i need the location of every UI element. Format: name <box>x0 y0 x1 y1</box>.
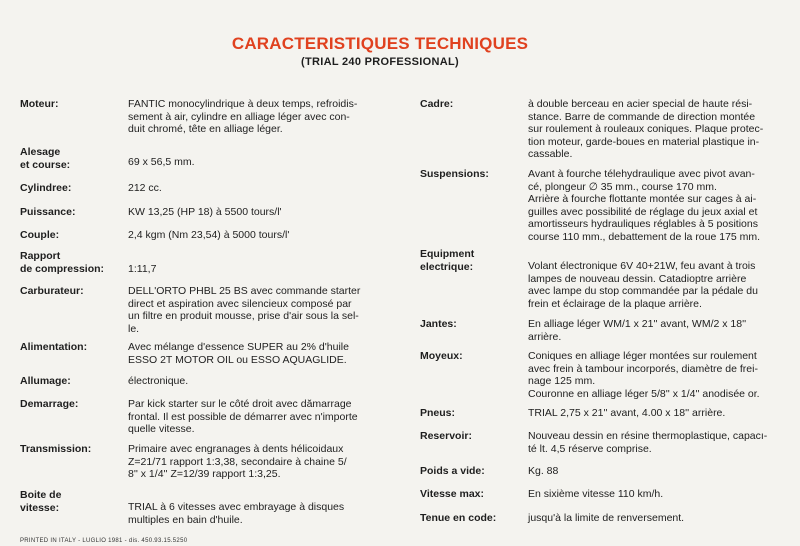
spec-value-line: direct et aspiration avec silencieux composé par <box>128 297 352 310</box>
spec-label-line: Cadre: <box>420 98 454 110</box>
spec-label <box>20 285 84 298</box>
spec-value-line: guilles avec possibilité de réglage du jeux axial et <box>528 205 758 218</box>
spec-label <box>20 489 61 514</box>
spec-value <box>528 260 758 310</box>
spec-value <box>128 182 162 195</box>
spec-value-line: té lt. 4,5 réserve comprise. <box>528 442 652 455</box>
spec-label <box>420 168 489 181</box>
spec-value-line: Nouveau dessin en résine thermoplastique, capacı- <box>528 430 768 442</box>
spec-value-line: 1:11,7 <box>128 263 157 275</box>
spec-label-line: Alimentation: <box>20 341 88 353</box>
spec-label-line: electrique: <box>420 260 474 273</box>
spec-label-line: Suspensions: <box>420 168 489 180</box>
spec-value-line: frein et éclairage de la plaque arrière. <box>528 297 702 310</box>
spec-value-line: sur roulement à rouleaux coniques. Plaque protec- <box>528 123 764 135</box>
spec-value <box>528 350 760 400</box>
page-subtitle: (TRIAL 240 PROFESSIONAL) <box>301 56 459 68</box>
spec-value-line: 2,4 kgm (Nm 23,54) à 5000 tours/l' <box>128 229 290 241</box>
spec-label-line: Moyeux: <box>420 350 463 362</box>
spec-value-line: arrière. <box>528 330 562 343</box>
spec-value-line: Primaire avec engranages à dents hélicoidaux <box>128 443 344 455</box>
spec-label <box>20 341 87 354</box>
spec-label-line: Allumage: <box>20 375 71 387</box>
spec-value-line: DELL'ORTO PHBL 25 BS avec commande starter <box>128 285 361 297</box>
spec-label-line: Alesage <box>20 146 61 158</box>
spec-value-line: nage 125 mm. <box>528 375 596 387</box>
spec-label <box>20 229 59 242</box>
spec-label-line: Puissance: <box>20 206 76 218</box>
spec-label-line: Cylindree: <box>20 182 72 194</box>
spec-label-line: Rapport <box>20 250 61 262</box>
spec-value <box>128 156 195 169</box>
spec-value <box>128 206 282 219</box>
spec-label <box>20 182 71 195</box>
spec-value-line: TRIAL 2,75 x 21'' avant, 4.00 x 18'' arrière. <box>528 407 726 419</box>
spec-value-line: jusqu'à la limite de renversement. <box>528 512 685 524</box>
spec-value <box>528 512 684 525</box>
spec-value <box>528 318 746 343</box>
spec-value-line: stance. Barre de commande de direction montée <box>528 110 756 123</box>
spec-label <box>420 465 485 478</box>
spec-value-line: 8'' x 1/4'' Z=12/39 rapport 1:3,25. <box>128 468 281 480</box>
spec-value-line: En sixième vitesse 110 km/h. <box>528 488 664 500</box>
spec-value-line: KW 13,25 (HP 18) à 5500 tours/l' <box>128 206 282 218</box>
spec-value-line: 212 cc. <box>128 182 162 194</box>
spec-value-line: Couronne en alliage léger 5/8'' x 1/4'' anodisée or. <box>528 387 760 400</box>
spec-value <box>128 501 344 526</box>
spec-value-line: quelle vitesse. <box>128 423 195 435</box>
spec-value-line: électronique. <box>128 375 189 387</box>
spec-value-line: le. <box>128 322 140 335</box>
spec-label-line: de compression: <box>20 262 105 275</box>
spec-value-line: amortisseurs hydrauliques réglables à 5 positions <box>528 218 758 230</box>
spec-label-line: vitesse: <box>20 501 60 514</box>
spec-label-line: Demarrage: <box>20 398 79 410</box>
spec-value-line: Kg. 88 <box>528 465 559 477</box>
spec-value-line: 69 x 56,5 mm. <box>128 156 195 168</box>
spec-label-line: Moteur: <box>20 98 59 110</box>
spec-label <box>420 430 472 443</box>
spec-label-line: Boite de <box>20 489 62 501</box>
spec-label <box>420 248 474 273</box>
spec-value-line: Arrière à fourche flottante montée sur cages à ai- <box>528 193 757 205</box>
spec-label <box>20 443 91 456</box>
spec-label <box>20 146 70 171</box>
spec-label-line: Carburateur: <box>20 285 84 297</box>
spec-value-line: tion moteur, garde-boues en material plastique in- <box>528 135 760 148</box>
spec-value-line: FANTIC monocylindrique à deux temps, refroidis- <box>128 98 358 110</box>
spec-label <box>20 206 75 219</box>
spec-label <box>20 398 78 411</box>
spec-value-line: Coniques en alliage léger montées sur roulement <box>528 350 757 362</box>
spec-value <box>528 98 763 161</box>
spec-value-line: Par kick starter sur le côté droit avec dămarrage <box>128 398 352 410</box>
spec-value-line: Avant à fourche télehydraulique avec pivot avan- <box>528 168 755 180</box>
spec-value <box>128 98 357 136</box>
spec-value <box>128 443 347 481</box>
spec-label <box>420 350 463 363</box>
spec-value <box>128 229 289 242</box>
spec-value-line: Volant électronique 6V 40+21W, feu avant à trois <box>528 260 756 272</box>
spec-value-line: Avec mélange d'essence SUPER au 2% d'huile <box>128 341 349 353</box>
spec-label-line: Pneus: <box>420 407 456 419</box>
spec-value <box>528 168 760 243</box>
spec-label-line: Poids a vide: <box>420 465 485 477</box>
spec-label-line: Jantes: <box>420 318 457 330</box>
spec-label <box>420 488 484 501</box>
spec-value-line: cé, plongeur ∅ 35 mm., course 170 mm. <box>528 180 717 193</box>
spec-value-line: avec lampe du stop commandée par la pédale du <box>528 285 758 297</box>
spec-value-line: à double berceau en acier special de haute rési- <box>528 98 753 110</box>
page-title: CARACTERISTIQUES TECHNIQUES <box>231 34 529 53</box>
spec-value <box>128 341 349 366</box>
spec-value <box>528 430 767 455</box>
spec-value-line: frontal. Il est possible de démarrer avec n'importe <box>128 410 358 423</box>
spec-value-line: cassable. <box>528 148 573 160</box>
spec-label-line: Equipment <box>420 248 475 260</box>
spec-label-line: Couple: <box>20 229 60 241</box>
spec-label-line: Transmission: <box>20 443 92 455</box>
spec-value <box>128 285 360 335</box>
spec-label-line: et course: <box>20 158 71 171</box>
spec-value-line: multiples en bain d'huile. <box>128 513 243 526</box>
spec-value <box>128 375 188 388</box>
spec-label <box>420 98 453 111</box>
spec-value-line: En alliage léger WM/1 x 21'' avant, WM/2 x 18'' <box>528 318 747 330</box>
spec-value-line: sement à air, cylindre en alliage léger avec con- <box>128 110 350 123</box>
spec-value-line: avec frein à tambour incorporés, diamètre de frei- <box>528 362 758 375</box>
spec-label <box>20 250 104 275</box>
spec-value <box>528 465 558 478</box>
spec-label-line: Vitesse max: <box>420 488 485 500</box>
spec-label <box>20 98 59 111</box>
spec-value-line: ESSO 2T MOTOR OIL ou ESSO AQUAGLIDE. <box>128 353 347 366</box>
spec-value <box>528 407 725 420</box>
spec-label-line: Tenue en code: <box>420 512 497 524</box>
spec-label <box>20 375 71 388</box>
spec-value-line: course 110 mm., debattement de la roue 175 mm. <box>528 230 761 243</box>
spec-value-line: lampes de nouveau dessin. Catadioptre arrière <box>528 272 747 285</box>
spec-value-line: TRIAL à 6 vitesses avec embrayage à disques <box>128 501 345 513</box>
spec-label <box>420 407 455 420</box>
spec-value-line: duit chromé, tête en alliage léger. <box>128 123 283 135</box>
spec-value <box>528 488 663 501</box>
spec-label-line: Reservoir: <box>420 430 472 442</box>
spec-value-line: Z=21/71 rapport 1:3,38, secondaire à chaine 5/ <box>128 455 347 468</box>
spec-value <box>128 398 358 436</box>
print-footer: PRINTED IN ITALY - LUGLIO 1981 - dis. 450.93.15.5250 <box>20 538 188 544</box>
spec-value <box>128 263 156 276</box>
spec-label <box>420 512 496 525</box>
spec-label <box>420 318 457 331</box>
spec-value-line: un filtre en produit mousse, prise d'air sous la sel- <box>128 310 359 322</box>
